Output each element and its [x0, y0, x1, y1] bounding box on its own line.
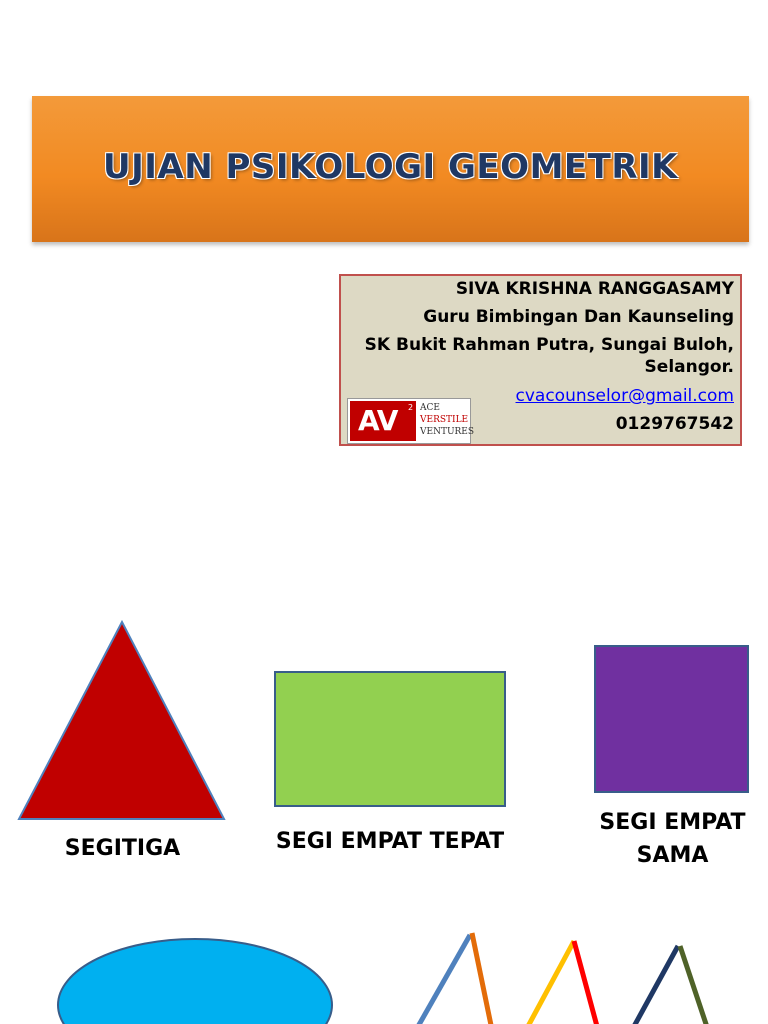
school-line-1: SK Bukit Rahman Putra, Sungai Buloh, [364, 335, 734, 355]
phone-number: 0129767542 [615, 414, 734, 434]
label-segi-empat-sama-line2: SAMA [636, 843, 709, 868]
label-segi-empat-sama-line1: SEGI EMPAT [599, 810, 746, 835]
logo-word: VENTURES [420, 427, 475, 437]
label-segitiga: SEGITIGA [64, 836, 181, 861]
page-title: UJIAN PSIKOLOGI GEOMETRIK [102, 147, 678, 187]
author-role: Guru Bimbingan Dan Kaunseling [423, 307, 734, 327]
logo-word: VERSTILE [420, 415, 469, 425]
school-line-2: Selangor. [644, 357, 734, 377]
email-link[interactable]: cvacounselor@gmail.com [515, 386, 734, 406]
logo-superscript: 2 [408, 403, 414, 412]
author-name: SIVA KRISHNA RANGGASAMY [455, 279, 734, 299]
logo-word: ACE [420, 403, 440, 413]
logo-mark-text: AV [358, 404, 398, 437]
label-segi-empat-tepat: SEGI EMPAT TEPAT [275, 829, 505, 854]
